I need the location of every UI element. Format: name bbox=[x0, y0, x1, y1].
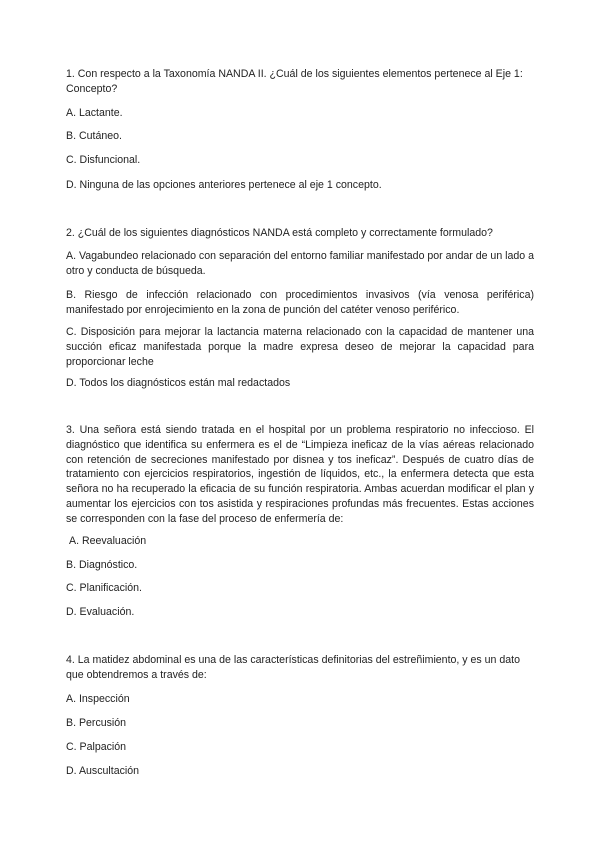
question-4-option-d: D. Auscultación bbox=[66, 765, 140, 777]
question-2-option-b: B. Riesgo de infección relacionado con procedimientos invasivos (vía venosa periférica) manifestado por enrojecimiento en la zona de punción del catéter venoso periférico. bbox=[66, 289, 534, 316]
question-2-option-a: A. Vagabundeo relacionado con separación del entorno familiar manifestado por andar de un lado a otro y conducta de búsqueda. bbox=[66, 250, 535, 277]
question-4-option-b: B. Percusión bbox=[66, 717, 127, 729]
question-1-option-d: D. Ninguna de las opciones anteriores pertenece al eje 1 concepto. bbox=[66, 179, 382, 191]
question-3-stem: 3. Una señora está siendo tratada en el hospital por un problema respiratorio no infeccioso. El diagnóstico que identifica su enfermera es el de “Limpieza ineficaz de la vías aéreas relacionado con retención de secreciones manifestado por disnea y tos ineficaz”. Después de cuatro días de tratamiento con ejercicios respiratorios, ingestión de líquidos, etc., la enfermera detecta que esta señora no ha recuperado la eficacia de su función respiratoria. Ambas acuerdan modificar el plan y aumentar los ejercicios con tos asistida y respiraciones profundas más frecuentes. Estas acciones se corresponden con la fase del proceso de enfermería de: bbox=[66, 424, 534, 525]
question-4-option-a: A. Inspección bbox=[66, 693, 130, 705]
question-1-option-b: B. Cutáneo. bbox=[66, 130, 122, 142]
question-1-stem: 1. Con respecto a la Taxonomía NANDA II. ¿Cuál de los siguientes elementos pertenece al Eje 1: Concepto? bbox=[66, 68, 523, 95]
question-3-option-d: D. Evaluación. bbox=[66, 606, 135, 618]
question-2-option-d: D. Todos los diagnósticos están mal redactados bbox=[66, 377, 291, 389]
question-1-option-c: C. Disfuncional. bbox=[66, 154, 141, 166]
question-3-option-b: B. Diagnóstico. bbox=[66, 559, 138, 571]
question-4-option-c: C. Palpación bbox=[66, 741, 127, 753]
question-2-option-c: C. Disposición para mejorar la lactancia materna relacionado con la capacidad de mantener una succión eficaz manifestada porque la madre expresa deseo de mejorar la capacidad para proporcionar leche bbox=[66, 326, 534, 368]
question-2-stem: 2. ¿Cuál de los siguientes diagnósticos NANDA está completo y correctamente formulado? bbox=[66, 227, 493, 239]
question-4-stem: 4. La matidez abdominal es una de las características definitorias del estreñimiento, y es un dato que obtendremos a través de: bbox=[66, 654, 521, 681]
question-1-option-a: A. Lactante. bbox=[66, 107, 123, 119]
question-3-option-a: A. Reevaluación bbox=[69, 535, 147, 547]
question-3-option-c: C. Planificación. bbox=[66, 582, 142, 594]
